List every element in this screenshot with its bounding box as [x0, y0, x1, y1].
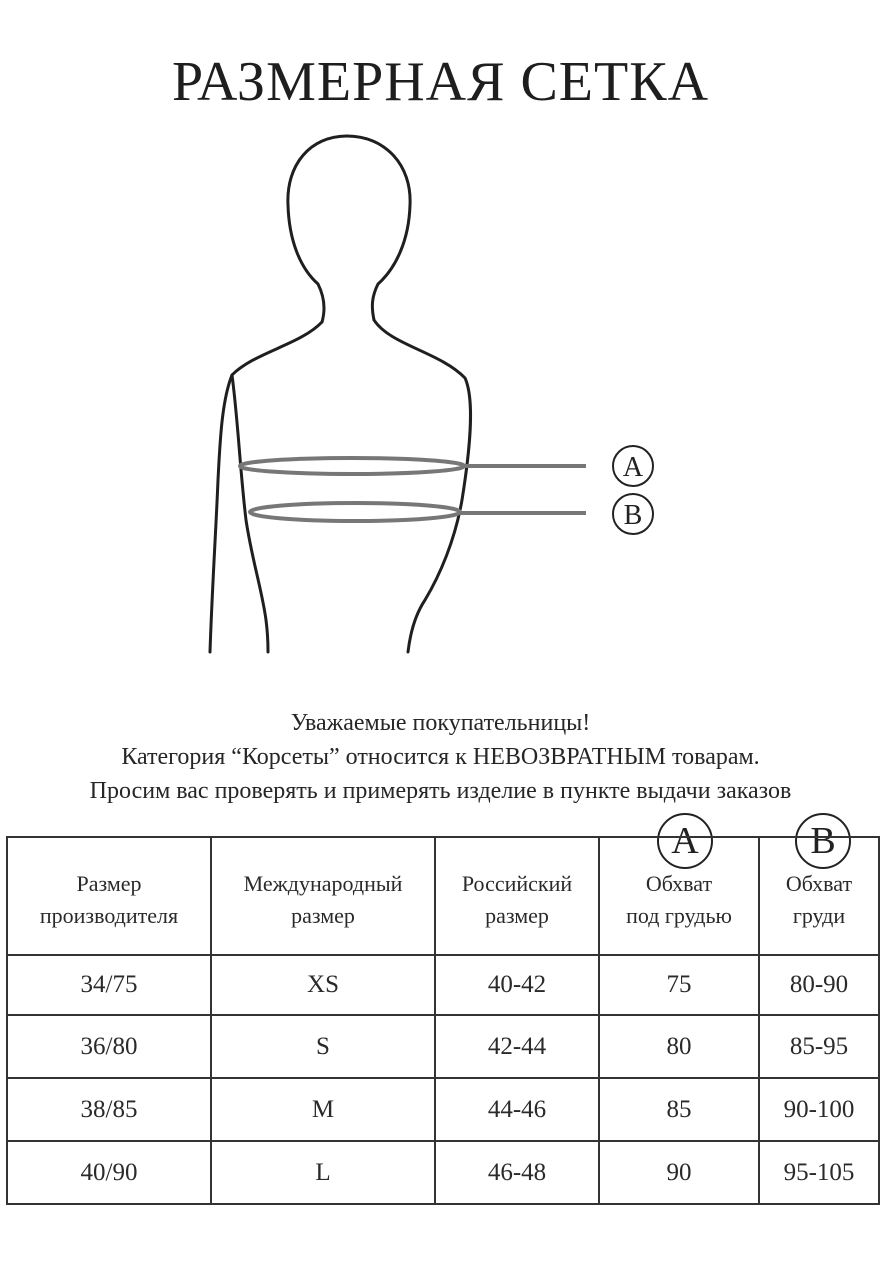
torso-right-outline	[374, 320, 471, 652]
table-row	[7, 1078, 879, 1141]
header-text: под грудью	[626, 903, 732, 928]
cell-manufacturer-size: 34/75	[7, 955, 211, 1015]
measure-a-ellipse	[240, 458, 464, 474]
header-text: размер	[291, 903, 355, 928]
table-header-row	[7, 837, 879, 955]
notice-line-2: Категория “Корсеты” относится к НЕВОЗВРАТНЫМ товарам.	[121, 744, 760, 770]
header-text: производителя	[39, 903, 179, 928]
header-marker-b: B	[795, 813, 851, 869]
header-text: размер	[485, 903, 549, 928]
notice-block	[0, 706, 881, 808]
cell-international-size: XS	[211, 955, 435, 1015]
cell-underbust: 90	[599, 1141, 759, 1204]
header-text: Обхват	[645, 871, 713, 896]
cell-manufacturer-size: 40/90	[7, 1141, 211, 1204]
cell-bust: 95-105	[759, 1141, 879, 1204]
header-text: груди	[792, 903, 846, 928]
table-row	[7, 1141, 879, 1204]
header-bust	[759, 837, 879, 955]
cell-manufacturer-size: 38/85	[7, 1078, 211, 1141]
size-chart-table	[6, 836, 880, 1205]
cell-international-size: S	[211, 1015, 435, 1078]
cell-russian-size: 40-42	[435, 955, 599, 1015]
header-underbust	[599, 837, 759, 955]
cell-russian-size: 42-44	[435, 1015, 599, 1078]
cell-bust: 90-100	[759, 1078, 879, 1141]
cell-underbust: 75	[599, 955, 759, 1015]
cell-russian-size: 46-48	[435, 1141, 599, 1204]
cell-underbust: 80	[599, 1015, 759, 1078]
table-row	[7, 1015, 879, 1078]
marker-b-label: B	[623, 500, 643, 531]
header-text: Международный	[243, 871, 403, 896]
notice-line-1: Уважаемые покупательницы!	[290, 710, 591, 736]
cell-international-size: M	[211, 1078, 435, 1141]
body-silhouette-diagram	[0, 125, 881, 665]
header-marker-a: A	[657, 813, 713, 869]
header-text: Российский	[461, 871, 573, 896]
cell-international-size: L	[211, 1141, 435, 1204]
header-international-size	[211, 837, 435, 955]
cell-bust: 85-95	[759, 1015, 879, 1078]
cell-bust: 80-90	[759, 955, 879, 1015]
head-outline	[288, 136, 347, 322]
cell-manufacturer-size: 36/80	[7, 1015, 211, 1078]
table-row	[7, 955, 879, 1015]
header-text: Обхват	[785, 871, 853, 896]
header-russian-size	[435, 837, 599, 955]
cell-russian-size: 44-46	[435, 1078, 599, 1141]
cell-underbust: 85	[599, 1078, 759, 1141]
head-outline-right	[347, 136, 410, 320]
header-text: Размер	[76, 871, 142, 896]
marker-a-label: A	[622, 452, 644, 483]
measure-b-ellipse	[250, 503, 460, 521]
torso-left-outline	[210, 322, 322, 652]
notice-line-3: Просим вас проверять и примерять изделие в пункте выдачи заказов	[89, 778, 792, 804]
header-manufacturer-size	[7, 837, 211, 955]
page-title: РАЗМЕРНАЯ СЕТКА	[171, 51, 710, 113]
